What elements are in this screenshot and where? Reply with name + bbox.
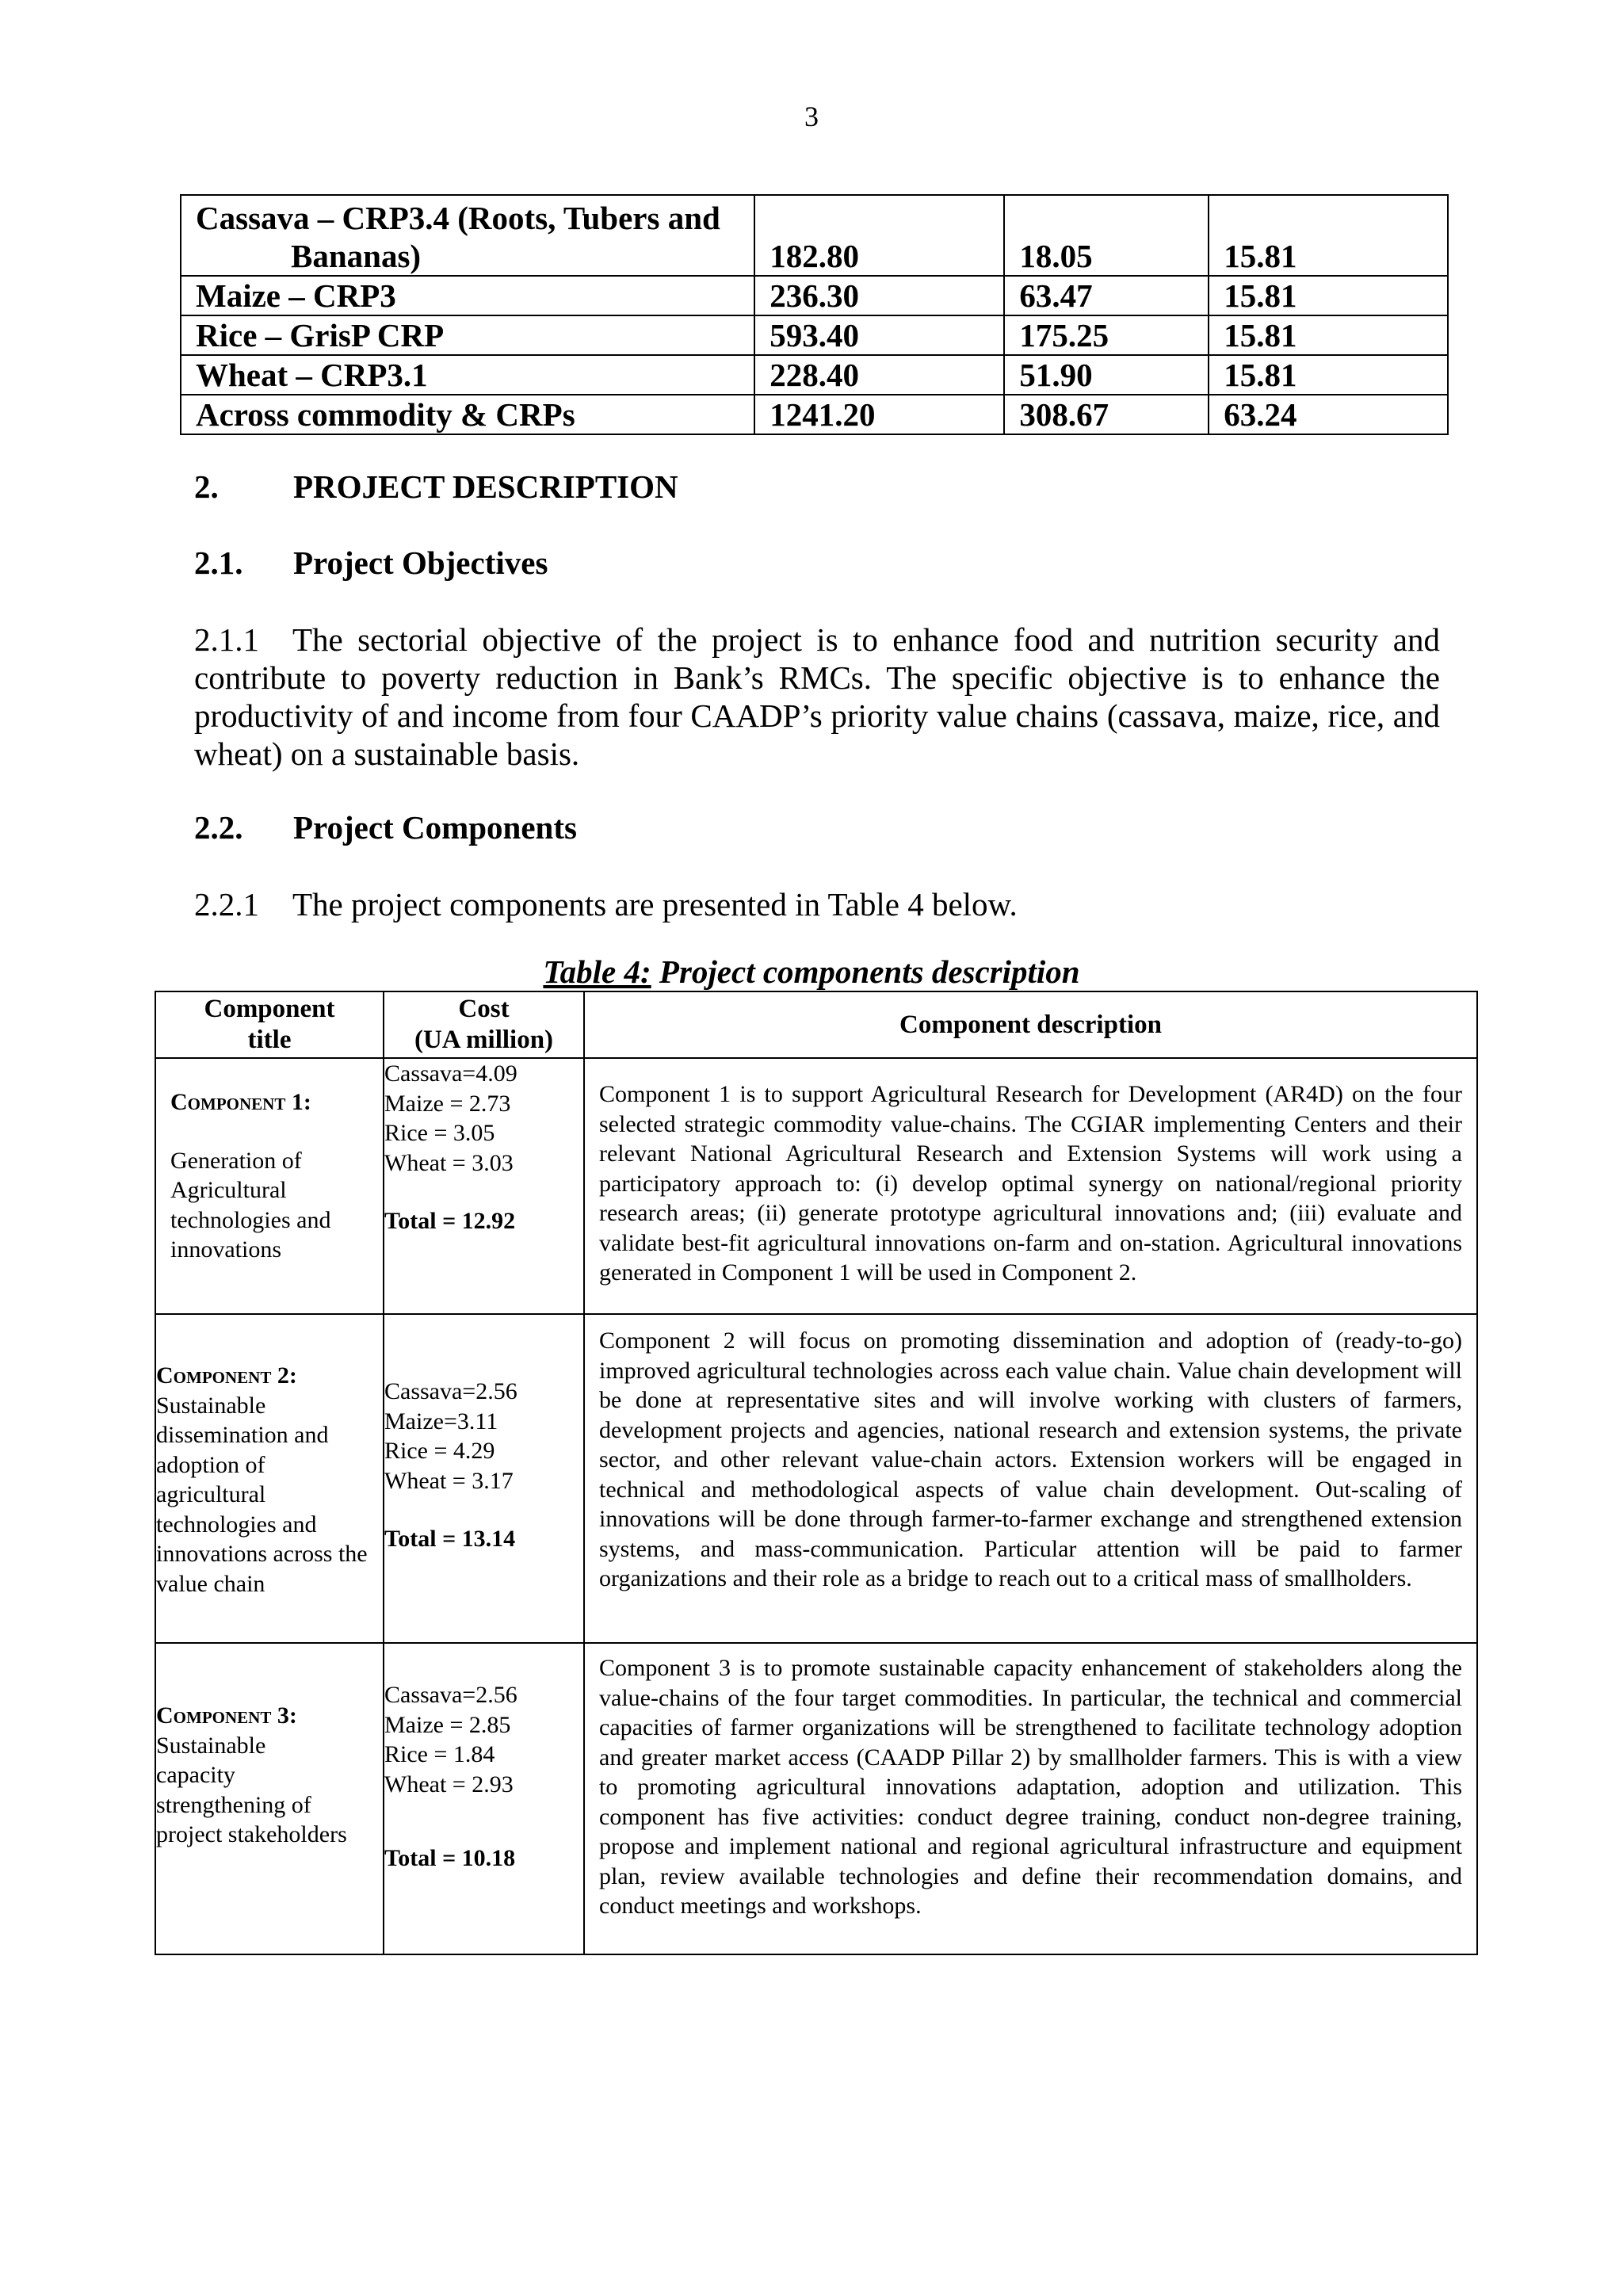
cost-value: 15.81 — [1209, 355, 1448, 395]
subsection-heading — [194, 544, 548, 582]
cost-value: 182.80 — [754, 195, 1004, 276]
commodity-name: Across commodity & CRPs — [181, 395, 754, 434]
cost-value: 15.81 — [1209, 315, 1448, 355]
cost-value: 15.81 — [1209, 276, 1448, 315]
component-description: Component 2 will focus on promoting dissemination and adoption of (ready-to-go) improved agricultural technologies across each value chain. Value chain development will be done at representative sites and will involve working with clusters of farmers, development projects and agencies, national research and extension systems, the private sector, and other relevant value-chain actors. Extension workers will be engaged in technical and methodological aspects of value chain development. Out-scaling of innovations will be done through farmer-to-farmer exchange and strengthened extension systems, and mass-communication. Particular attention will be paid to farmer organizations and their role as a bridge to reach out to a critical mass of smallholders. — [584, 1314, 1477, 1643]
table-caption-title: Project components description — [659, 953, 1080, 990]
commodity-name: Rice – GrisP CRP — [181, 315, 754, 355]
component-title-cell — [155, 1314, 384, 1643]
component-title-cell — [155, 1643, 384, 1954]
table-row — [155, 1314, 1477, 1643]
cost-total: Total = 13.14 — [384, 1526, 516, 1552]
subsection-heading — [194, 808, 577, 846]
cost-value: 63.24 — [1209, 395, 1448, 434]
section-heading — [194, 468, 678, 506]
section-title: PROJECT DESCRIPTION — [293, 468, 678, 505]
cost-value: 308.67 — [1004, 395, 1209, 434]
cost-value: 15.81 — [1209, 195, 1448, 276]
component-cost-cell — [384, 1643, 584, 1954]
table-row — [181, 315, 1448, 355]
cost-value: 593.40 — [754, 315, 1004, 355]
cost-line: Rice = 4.29 — [384, 1438, 495, 1464]
header-line: Component — [204, 995, 335, 1023]
cost-line: Maize=3.11 — [384, 1408, 498, 1435]
commodity-name: Wheat – CRP3.1 — [181, 355, 754, 395]
table-row — [155, 1058, 1477, 1314]
header-cost — [384, 991, 584, 1058]
component-description: Component 1 is to support Agricultural Research for Development (AR4D) on the four selected strategic commodity value-chains. The CGIAR implementing Centers and their relevant National Agricultural Research and Extension Systems will work using a participatory approach to: (i) develop optimal synergy on national/regional priority research areas; (ii) generate prototype agricultural innovations and; (iii) evaluate and validate best-fit agricultural innovations on-farm and on-station. Agricultural innovations generated in Component 1 will be used in Component 2. — [584, 1058, 1477, 1314]
component-cost-cell — [384, 1314, 584, 1643]
component-title-cell — [155, 1058, 384, 1314]
table-row — [155, 1643, 1477, 1954]
section-number: 2.1. — [194, 544, 243, 581]
section-number: 2.2. — [194, 809, 243, 846]
component-label: Component 3: — [156, 1702, 297, 1729]
header-line: title — [247, 1026, 292, 1054]
component-label: Component 1: — [170, 1089, 311, 1115]
page-number: 3 — [804, 101, 819, 132]
component-title: Sustainable dissemination and adoption of agricultural technologies and innovations across the value chain — [156, 1392, 368, 1597]
commodity-name-line: Cassava – CRP3.4 (Roots, Tubers and — [196, 200, 720, 236]
paragraph-text: The project components are presented in Table 4 below. — [292, 886, 1018, 923]
paragraph-number: 2.2.1 — [194, 886, 259, 923]
table-row — [181, 276, 1448, 315]
cost-value: 18.05 — [1004, 195, 1209, 276]
table-row — [181, 195, 1448, 276]
component-cost-cell — [384, 1058, 584, 1314]
commodity-cost-table — [180, 194, 1449, 435]
components-table — [155, 991, 1478, 1955]
section-title: Project Objectives — [293, 544, 548, 581]
cost-total: Total = 12.92 — [384, 1208, 516, 1234]
header-component-title — [155, 991, 384, 1058]
cost-line: Rice = 1.84 — [384, 1741, 495, 1767]
table-caption-label: Table 4: — [543, 953, 651, 990]
table-header-row — [155, 991, 1477, 1058]
cost-line: Cassava=2.56 — [384, 1378, 517, 1404]
cost-value: 63.47 — [1004, 276, 1209, 315]
section-title: Project Components — [293, 809, 577, 846]
cost-line: Rice = 3.05 — [384, 1120, 495, 1146]
section-number: 2. — [194, 468, 219, 505]
commodity-name-line: Bananas) — [291, 238, 422, 274]
paragraph-2-1-1 — [194, 621, 1440, 773]
cost-value: 228.40 — [754, 355, 1004, 395]
cost-total: Total = 10.18 — [384, 1845, 516, 1871]
cost-line: Wheat = 2.93 — [384, 1771, 514, 1797]
component-title: Generation of Agricultural technologies and innovations — [170, 1147, 331, 1263]
cost-line: Cassava=2.56 — [384, 1682, 517, 1708]
cost-line: Cassava=4.09 — [384, 1060, 517, 1087]
cost-line: Maize = 2.85 — [384, 1711, 511, 1738]
table-row — [181, 395, 1448, 434]
header-line: Cost — [458, 995, 510, 1023]
commodity-name — [181, 195, 754, 276]
table-row — [181, 355, 1448, 395]
cost-value: 236.30 — [754, 276, 1004, 315]
paragraph-number: 2.1.1 — [194, 621, 259, 658]
cost-value: 51.90 — [1004, 355, 1209, 395]
component-label: Component 2: — [156, 1362, 297, 1389]
paragraph-text: The sectorial objective of the project is to enhance food and nutrition security and contribute to poverty reduction in Bank’s RMCs. The specific objective is to enhance the productivity of and income from four CAADP’s priority value chains (cassava, maize, rice, and wheat) on a sustainable basis. — [194, 621, 1440, 772]
header-description: Component description — [584, 991, 1477, 1058]
cost-line: Wheat = 3.17 — [384, 1467, 514, 1494]
cost-line: Wheat = 3.03 — [384, 1149, 514, 1176]
cost-value: 175.25 — [1004, 315, 1209, 355]
component-title: Sustainable capacity strengthening of project stakeholders — [156, 1732, 347, 1847]
component-description: Component 3 is to promote sustainable capacity enhancement of stakeholders along the value-chains of the four target commodities. In particular, the technical and commercial capacities of farmer organizations will be strengthened to facilitate technology adoption and greater market access (CAADP Pillar 2) by smallholder farmers. This is with a view to promoting agricultural innovations adaptation, adoption and utilization. This component has five activities: conduct degree training, conduct non-degree training, propose and implement national and regional agricultural infrastructure and equipment plan, review available technologies and define their recommendation domains, and conduct meetings and workshops. — [584, 1643, 1477, 1954]
commodity-name: Maize – CRP3 — [181, 276, 754, 315]
cost-line: Maize = 2.73 — [384, 1090, 511, 1117]
paragraph-2-2-1 — [194, 885, 1440, 923]
table-caption — [0, 953, 1623, 991]
cost-value: 1241.20 — [754, 395, 1004, 434]
header-line: (UA million) — [414, 1026, 554, 1054]
